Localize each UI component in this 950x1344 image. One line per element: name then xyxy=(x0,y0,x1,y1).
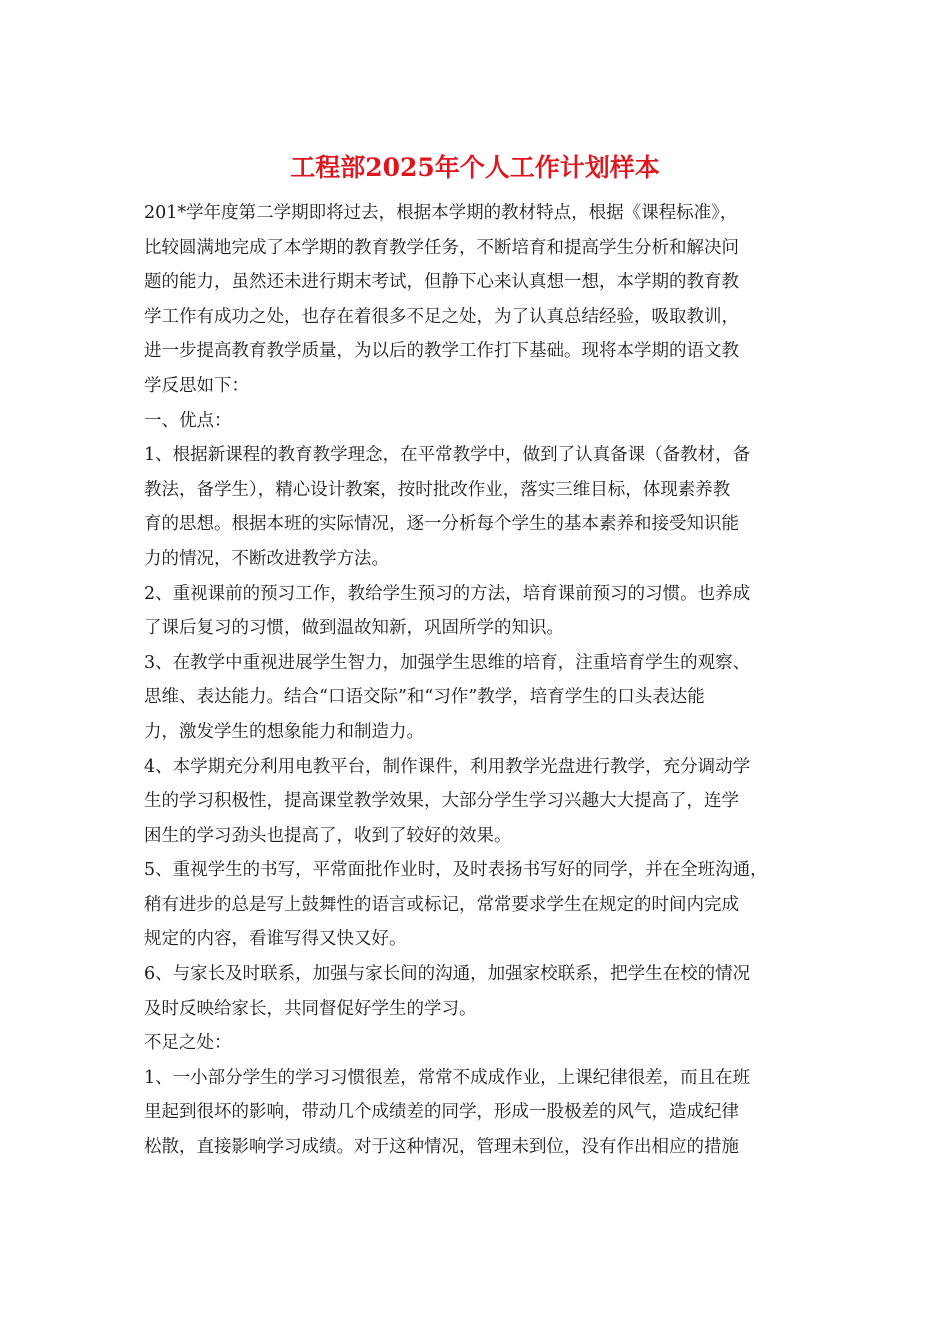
body-text-line: 题的能力，虽然还未进行期末考试，但静下心来认真想一想，本学期的教育教 xyxy=(144,272,739,293)
body-text-line: 思维、表达能力。结合“口语交际”和“习作”教学，培育学生的口头表达能 xyxy=(144,687,705,708)
body-text-line: 力的情况，不断改进教学方法。 xyxy=(144,548,389,569)
body-text-line: 松散，直接影响学习成绩。对于这种情况，管理未到位，没有作出相应的措施 xyxy=(144,1137,739,1158)
body-text-line: 1、一小部分学生的学习习惯很差，常常不成成作业，上课纪律很差，而且在班 xyxy=(144,1067,751,1088)
body-text-line: 201*学年度第二学期即将过去，根据本学期的教材特点，根据《课程标准》， xyxy=(144,203,738,223)
document-title: 工程部2025年个人工作计划样本 xyxy=(290,153,660,182)
body-text-line: 了课后复习的习惯，做到温故知新，巩固所学的知识。 xyxy=(144,618,564,639)
body-text-line: 不足之处： xyxy=(144,1033,232,1054)
body-text-line: 育的思想。根据本班的实际情况，逐一分析每个学生的基本素养和接受知识能 xyxy=(144,514,739,535)
body-text-line: 4、本学期充分利用电教平台，制作课件，利用教学光盘进行教学，充分调动学 xyxy=(144,756,751,777)
body-text-line: 生的学习积极性，提高课堂教学效果，大部分学生学习兴趣大大提高了，连学 xyxy=(144,791,739,812)
body-text-line: 5、重视学生的书写，平常面批作业时，及时表扬书写好的同学，并在全班沟通， xyxy=(144,860,768,881)
body-text-line: 及时反映给家长，共同督促好学生的学习。 xyxy=(144,998,477,1019)
body-text-line: 进一步提高教育教学质量，为以后的教学工作打下基础。现将本学期的语文教 xyxy=(144,341,739,362)
body-text-line: 6、与家长及时联系，加强与家长间的沟通，加强家校联系，把学生在校的情况 xyxy=(144,964,751,985)
body-text-line: 学反思如下： xyxy=(144,375,249,396)
body-text-line: 比较圆满地完成了本学期的教育教学任务，不断培育和提高学生分析和解决问 xyxy=(144,237,739,258)
body-text-line: 一、优点： xyxy=(144,410,232,431)
body-text-line: 稍有进步的总是写上鼓舞性的语言或标记，常常要求学生在规定的时间内完成 xyxy=(144,894,739,915)
body-text-line: 学工作有成功之处，也存在着很多不足之处，为了认真总结经验，吸取教训， xyxy=(144,306,739,327)
body-text-line: 2、重视课前的预习工作，教给学生预习的方法，培育课前预习的习惯。也养成 xyxy=(144,583,751,604)
body-text-line: 困生的学习劲头也提高了，收到了较好的效果。 xyxy=(144,825,512,846)
document-body xyxy=(144,196,820,1165)
body-text-line: 教法，备学生），精心设计教案，按时批改作业，落实三维目标，体现素养教 xyxy=(144,479,731,500)
body-text-line: 力，激发学生的想象能力和制造力。 xyxy=(144,721,424,742)
body-text-line: 规定的内容，看谁写得又快又好。 xyxy=(144,929,407,950)
body-text-line: 1、根据新课程的教育教学理念，在平常教学中，做到了认真备课（备教材，备 xyxy=(144,445,751,466)
body-text-line: 里起到很坏的影响，带动几个成绩差的同学，形成一股极差的风气，造成纪律 xyxy=(144,1102,739,1123)
body-text-line: 3、在教学中重视进展学生智力，加强学生思维的培育，注重培育学生的观察、 xyxy=(144,652,751,673)
